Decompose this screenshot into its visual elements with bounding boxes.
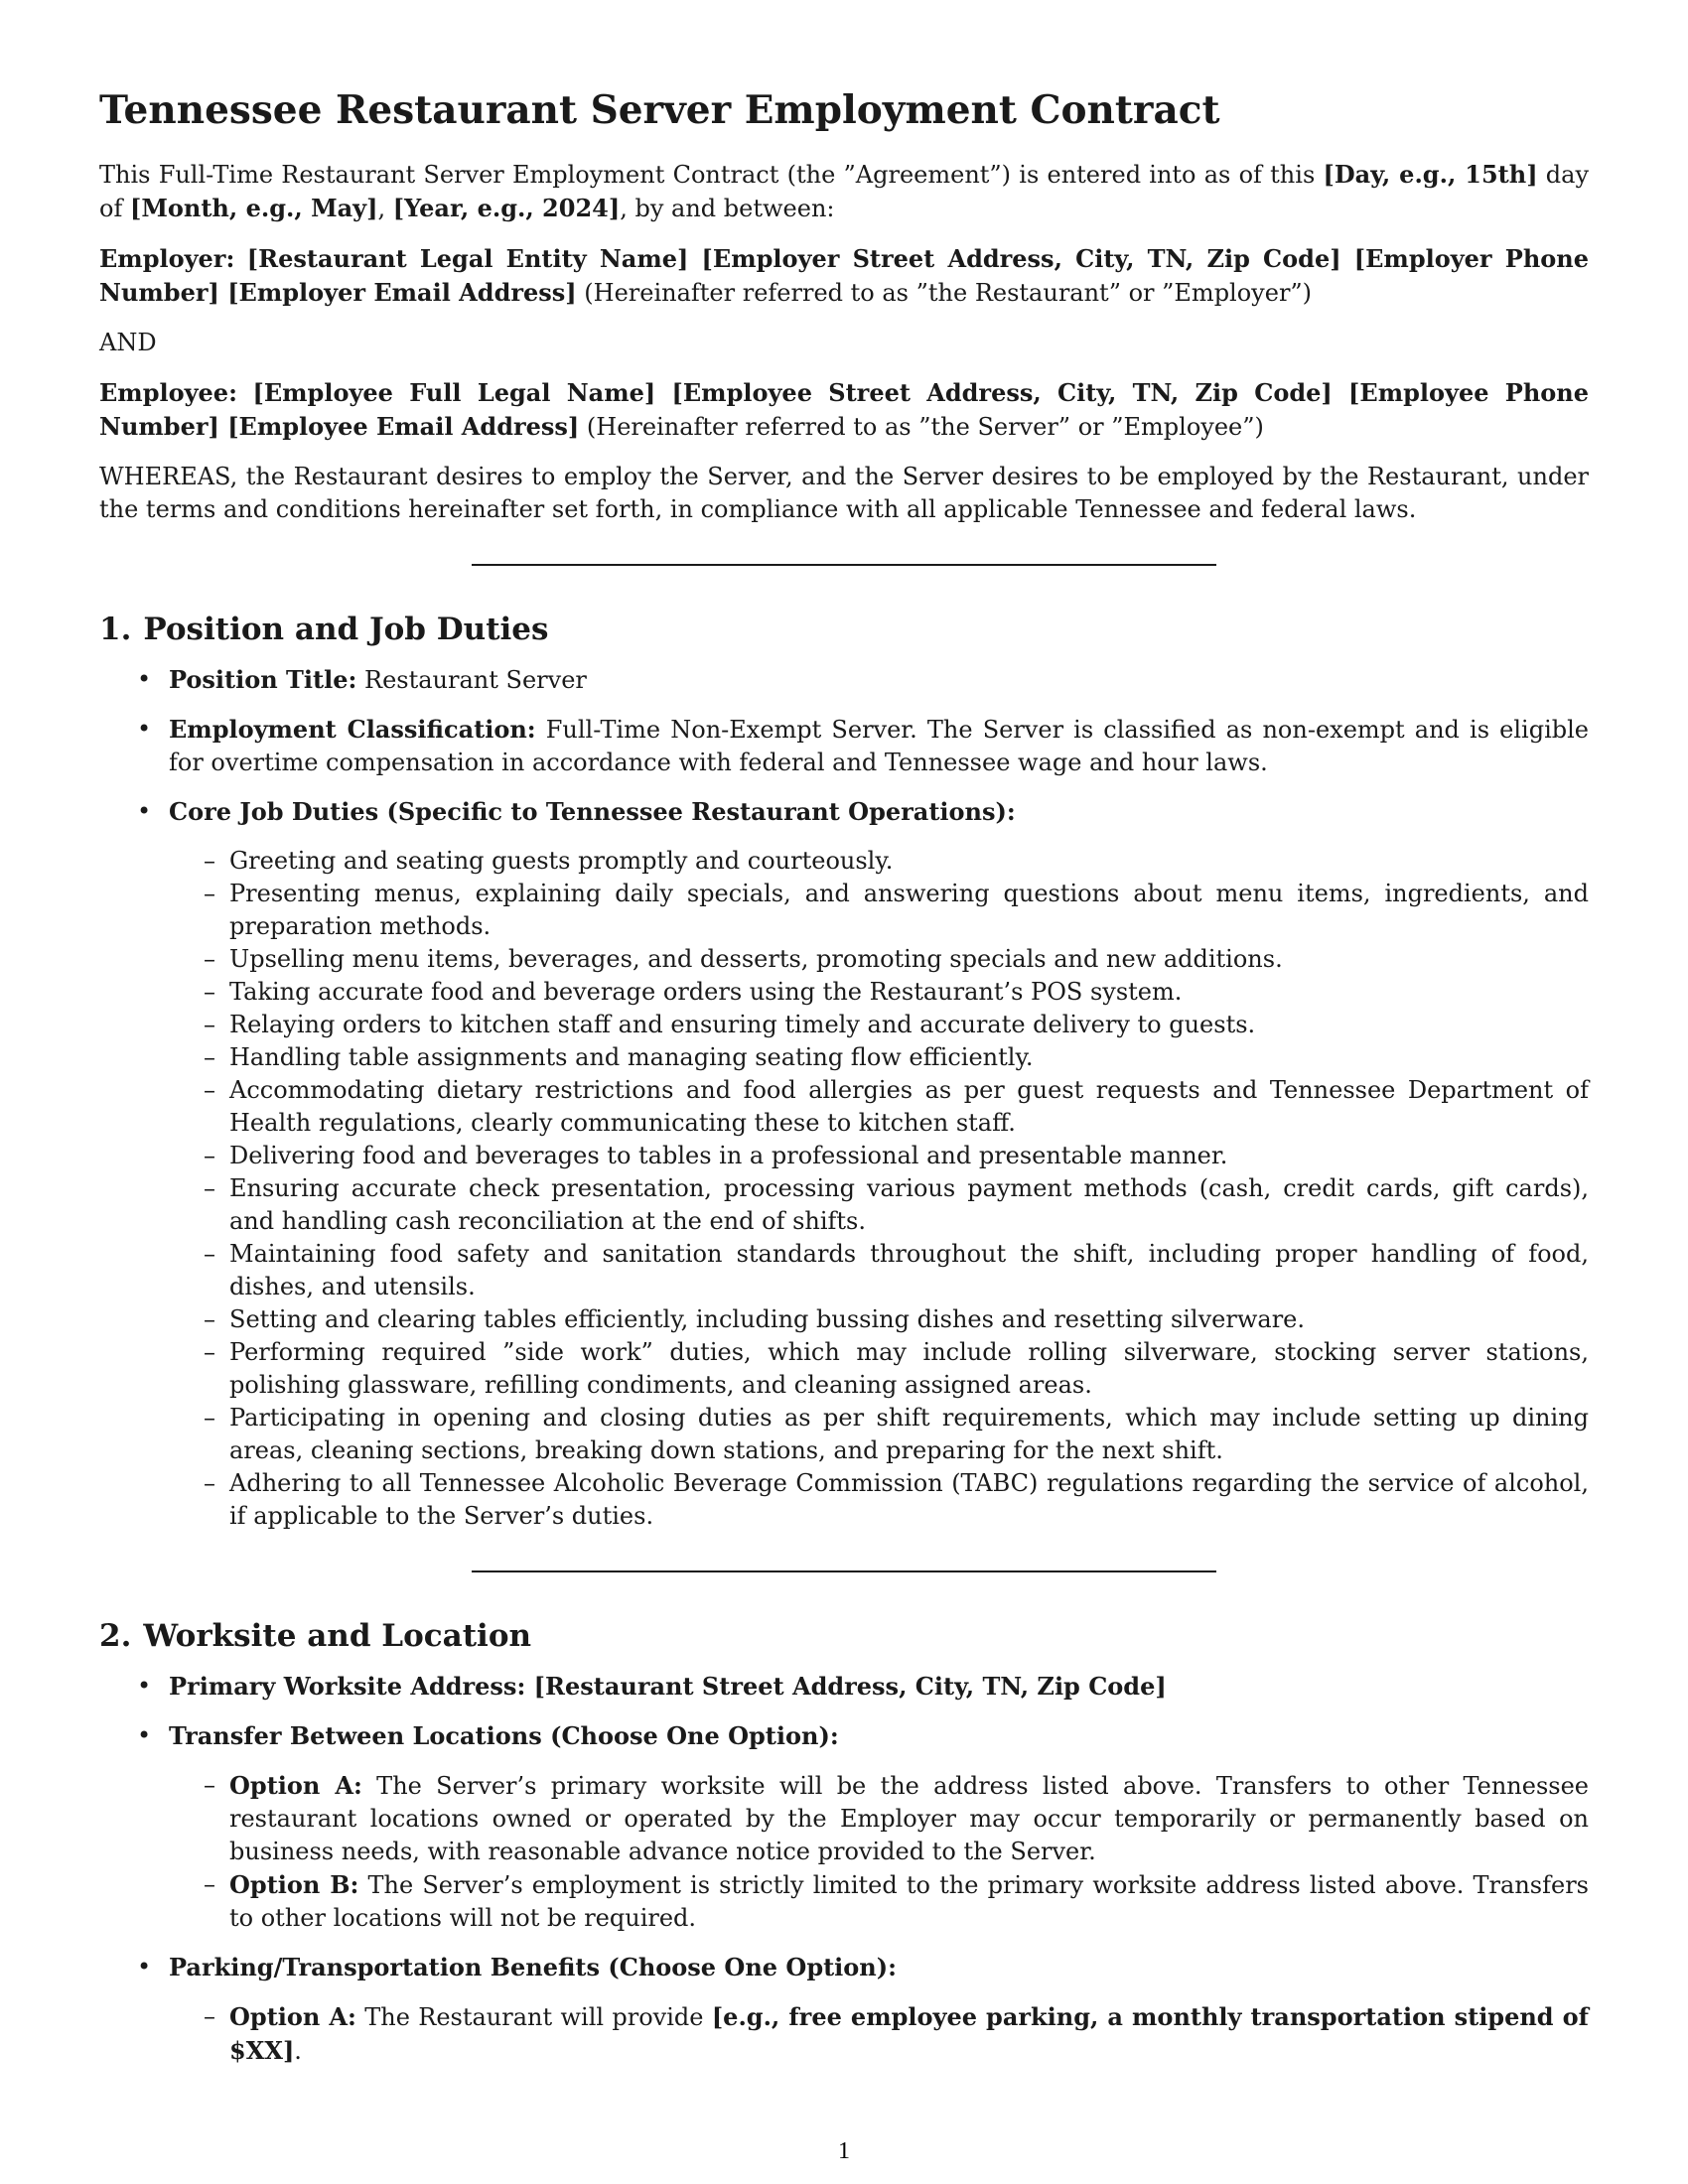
duty-item: – Accommodating dietary restrictions and food allergies as per guest requests and Tennessee Department of Health regulations, clearly communicating these to kitchen staff. — [169, 1074, 1589, 1140]
intro-text: , — [377, 195, 393, 222]
classification-value: Full-Time Non-Exempt Server. The Server is classified as non-exempt and is eligible for overtime compensation in accordance with federal and Tennessee wage and hour laws. — [169, 716, 1589, 776]
transfer-option-b — [169, 1868, 1589, 1935]
employee-note: (Hereinafter referred to as ”the Server” or ”Employee”) — [579, 413, 1264, 441]
duty-item: – Performing required ”side work” duties, which may include rolling silverware, stocking server stations, polishing glassware, refilling condiments, and cleaning assigned areas. — [169, 1336, 1589, 1402]
intro-paragraph — [99, 158, 1589, 225]
and-text: AND — [99, 329, 157, 356]
intro-text: day of — [99, 161, 1590, 222]
duty-item: – Ensuring accurate check presentation, processing various payment methods (cash, credit cards, gift cards), and handling cash reconciliation at the end of shifts. — [169, 1172, 1589, 1238]
employee-block — [99, 376, 1589, 444]
employer-details: [Restaurant Legal Entity Name] [Employer Street Address, City, TN, Zip Code] [Employer Phone Number] [Employer Email Address] — [99, 244, 1589, 307]
parking-options — [169, 2000, 1589, 2068]
employer-label: Employer: — [99, 244, 235, 273]
parking-label: Parking/Transportation Benefits (Choose One Option): — [169, 1953, 897, 1981]
worksite-value: [Restaurant Street Address, City, TN, Zip Code] — [525, 1672, 1167, 1701]
transfer-option-a — [169, 1769, 1589, 1868]
section-heading-2 — [99, 1616, 1589, 1656]
duty-item: – Presenting menus, explaining daily specials, and answering questions about menu items, ingredients, and preparation methods. — [169, 878, 1589, 943]
option-text: The Restaurant will provide — [355, 2003, 712, 2031]
classification-label: Employment Classification: — [169, 715, 536, 744]
section-title: Position and Job Duties — [143, 612, 549, 647]
month-placeholder: [Month, e.g., May] — [129, 194, 378, 222]
section-divider — [472, 564, 1216, 566]
section-1-list — [99, 663, 1589, 1533]
option-placeholder: [e.g., free employee parking, a monthly transportation stipend of $XX] — [229, 2002, 1589, 2065]
option-label: Option A: — [229, 1771, 362, 1800]
list-item — [99, 1670, 1589, 1704]
employer-block — [99, 242, 1589, 310]
section-number: 2. — [99, 1618, 132, 1654]
section-title: Worksite and Location — [143, 1618, 532, 1654]
employee-details: [Employee Full Legal Name] [Employee Street Address, City, TN, Zip Code] [Employee Phone Number] [Employee Email Address] — [99, 378, 1589, 441]
option-text: The Server’s primary worksite will be the address listed above. Transfers to other Tennessee restaurant locations owned or operated by the Employer may occur temporarily or permanently based on business needs, with reasonable advance notice provided to the Server. — [229, 1772, 1590, 1865]
position-value: Restaurant Server — [356, 666, 587, 694]
section-2-list — [99, 1670, 1589, 2068]
transfer-options — [169, 1769, 1589, 1935]
duty-item: – Participating in opening and closing duties as per shift requirements, which may include setting up dining areas, cleaning sections, breaking down stations, and preparing for the next shift. — [169, 1402, 1589, 1467]
option-label: Option B: — [229, 1870, 359, 1899]
employer-note: (Hereinafter referred to as ”the Restaurant” or ”Employer”) — [576, 279, 1313, 307]
employee-label: Employee: — [99, 378, 237, 407]
page-number: 1 — [838, 2138, 850, 2164]
duties-list — [169, 845, 1589, 1533]
transfer-label: Transfer Between Locations (Choose One Option): — [169, 1721, 839, 1750]
section-divider — [472, 1570, 1216, 1572]
whereas-paragraph: WHEREAS, the Restaurant desires to employ the Server, and the Server desires to be employed by the Restaurant, under the terms and conditions hereinafter set forth, in compliance with all applicable Tennessee and federal laws. — [99, 463, 1589, 523]
duty-item: – Maintaining food safety and sanitation standards throughout the shift, including proper handling of food, dishes, and utensils. — [169, 1238, 1589, 1303]
year-placeholder: [Year, e.g., 2024] — [392, 194, 621, 222]
section-number: 1. — [99, 612, 132, 647]
list-item — [99, 1719, 1589, 1935]
duty-item: – Setting and clearing tables efficiently, including bussing dishes and resetting silverware. — [169, 1303, 1589, 1336]
position-label: Position Title: — [169, 665, 357, 694]
option-label: Option A: — [229, 2002, 356, 2031]
duty-item: – Greeting and seating guests promptly and courteously. — [169, 845, 1589, 878]
duties-label: Core Job Duties (Specific to Tennessee Restaurant Operations): — [169, 797, 1016, 826]
section-heading-1 — [99, 610, 1589, 649]
intro-text: , by and between: — [620, 195, 835, 222]
duty-item: – Relaying orders to kitchen staff and ensuring timely and accurate delivery to guests. — [169, 1009, 1589, 1041]
duty-item: – Taking accurate food and beverage orders using the Restaurant’s POS system. — [169, 976, 1589, 1009]
intro-text: This Full-Time Restaurant Server Employment Contract (the ”Agreement”) is entered into as of this — [99, 161, 1324, 189]
duty-item: – Handling table assignments and managing seating flow efficiently. — [169, 1041, 1589, 1074]
document-title: Tennessee Restaurant Server Employment Contract — [99, 87, 1220, 133]
day-placeholder: [Day, e.g., 15th] — [1323, 160, 1538, 189]
list-item — [99, 795, 1589, 1533]
duty-item: – Upselling menu items, beverages, and desserts, promoting specials and new additions. — [169, 943, 1589, 976]
list-item — [99, 1951, 1589, 2068]
list-item — [99, 713, 1589, 779]
parking-option-a — [169, 2000, 1589, 2068]
worksite-label: Primary Worksite Address: — [169, 1672, 526, 1701]
duty-item: – Adhering to all Tennessee Alcoholic Beverage Commission (TABC) regulations regarding the service of alcohol, if applicable to the Server’s duties. — [169, 1467, 1589, 1533]
duty-item: – Delivering food and beverages to tables in a professional and presentable manner. — [169, 1140, 1589, 1172]
list-item — [99, 663, 1589, 697]
option-text: . — [294, 2037, 302, 2065]
option-text: The Server’s employment is strictly limited to the primary worksite address listed above. Transfers to other locations will not be required. — [229, 1871, 1589, 1932]
